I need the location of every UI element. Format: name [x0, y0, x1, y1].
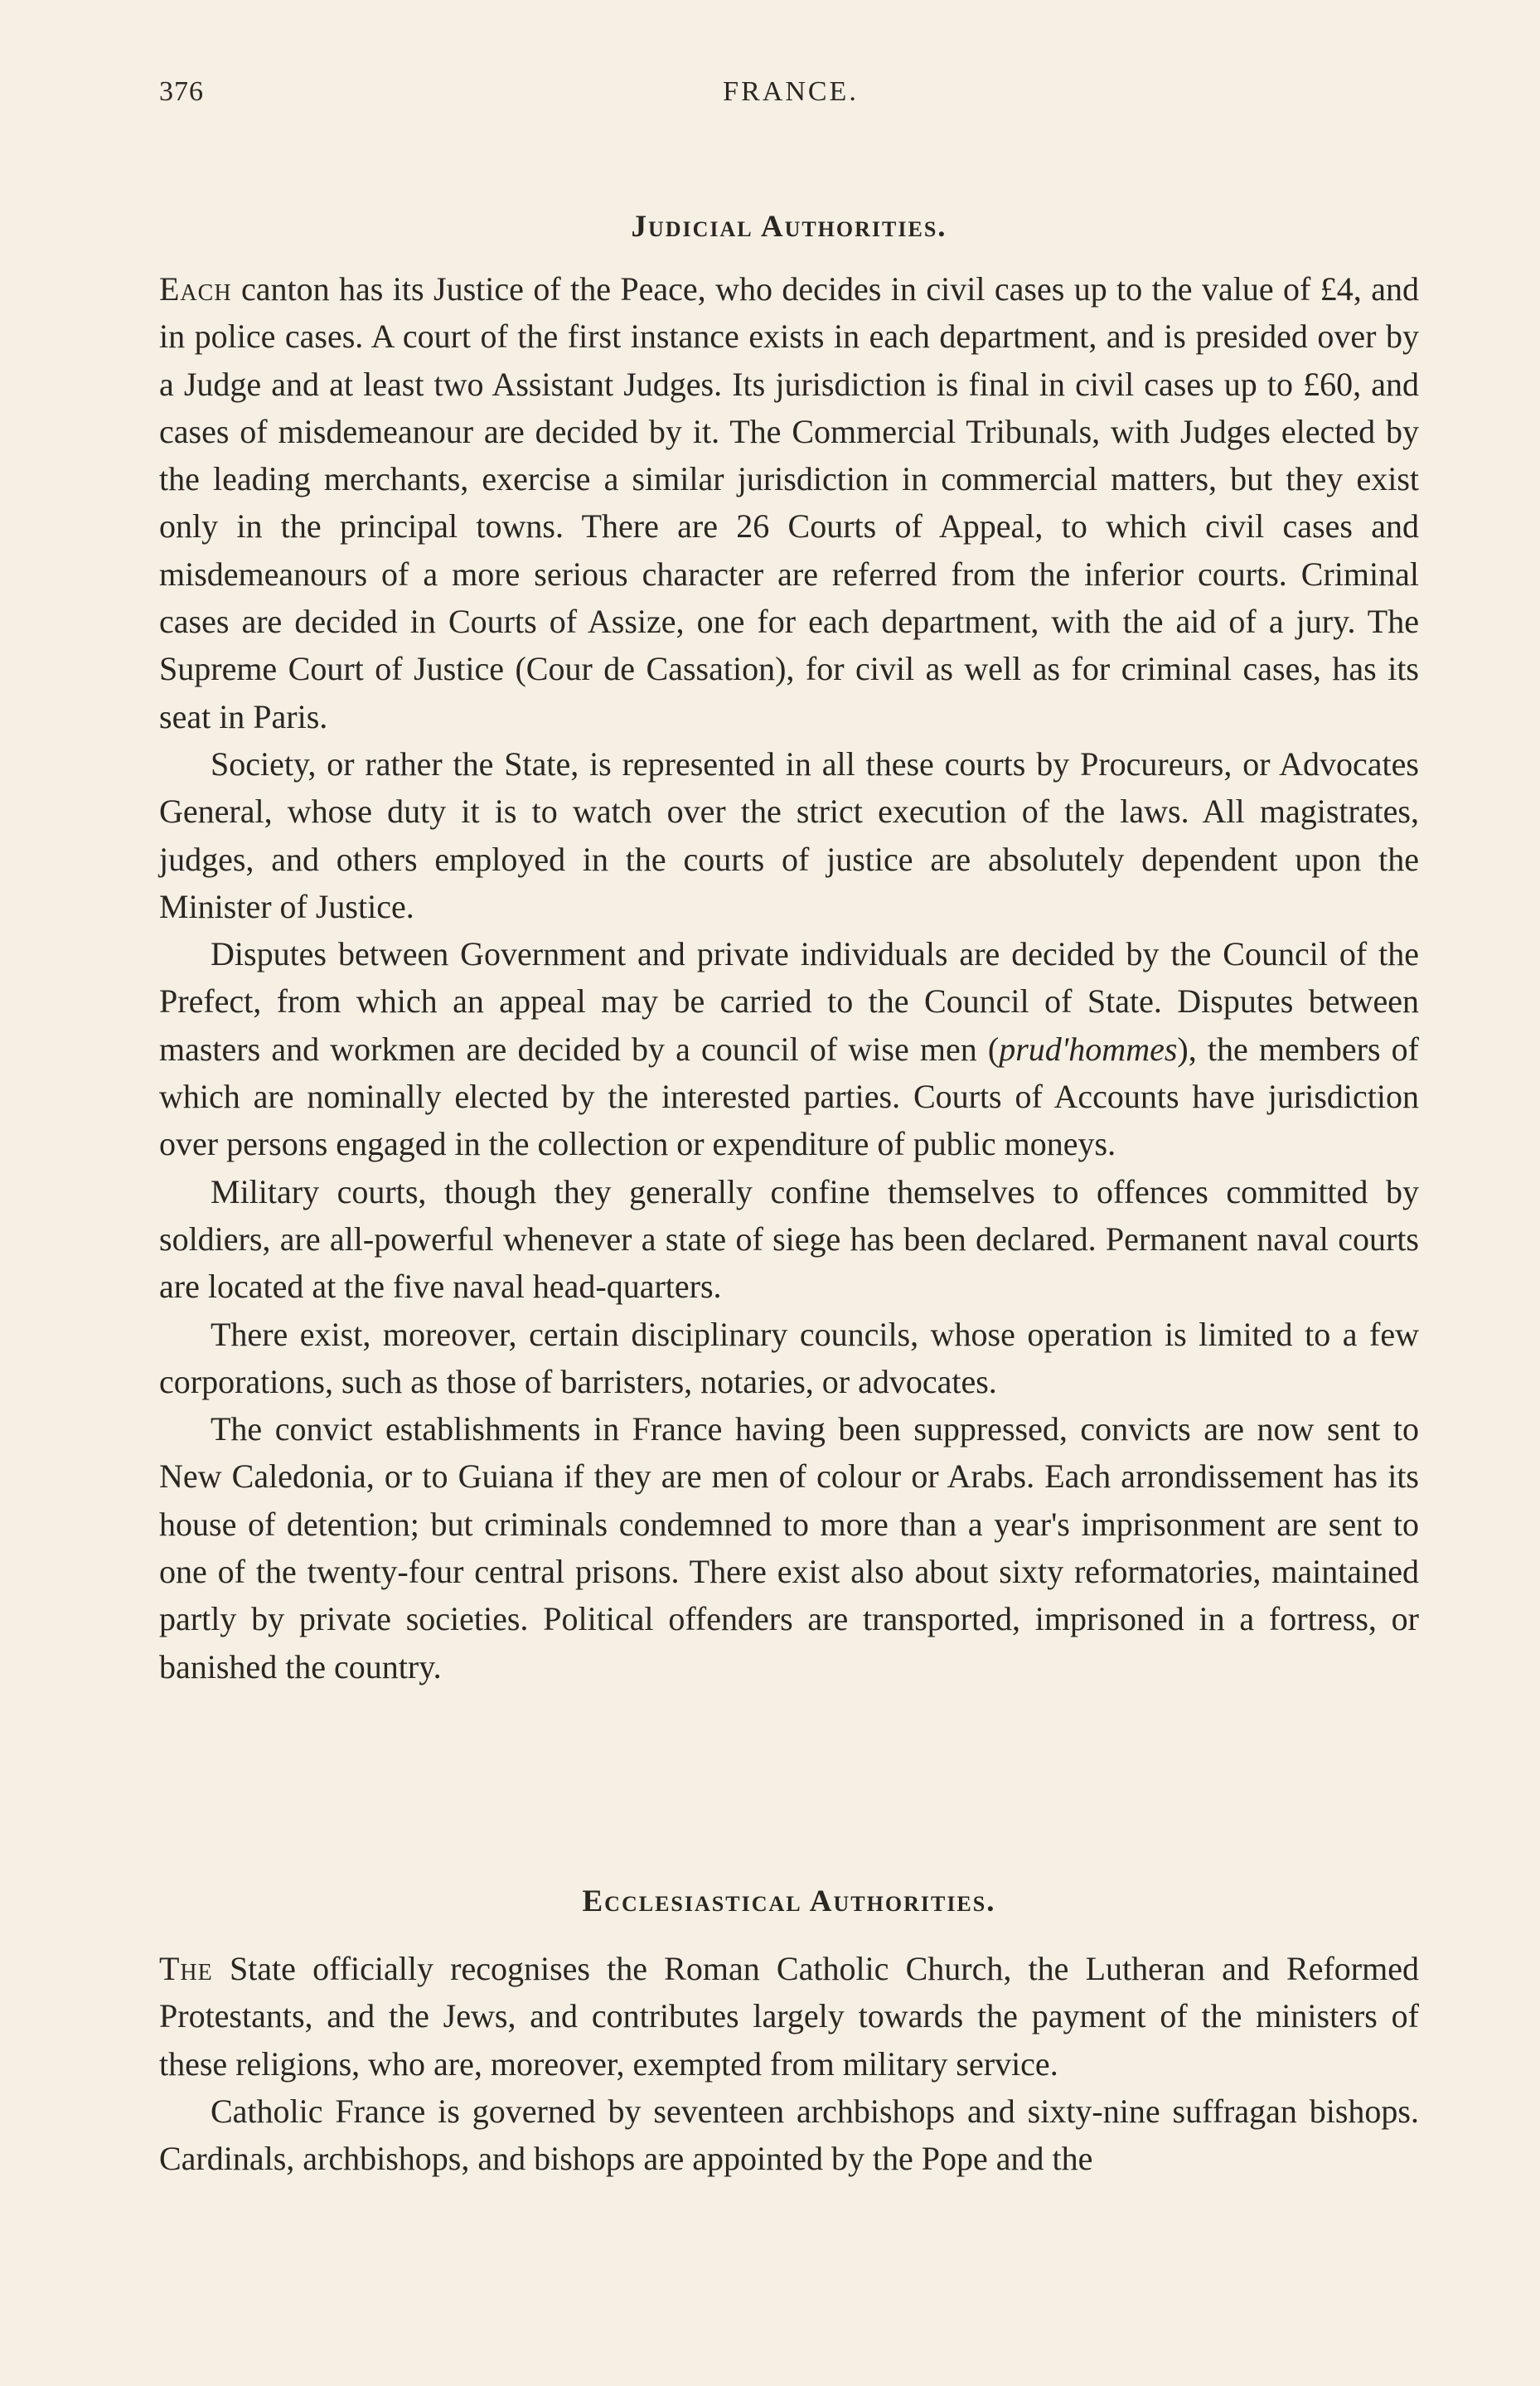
section-judicial-body — [159, 265, 1419, 1690]
paragraph-text: State officially recognises the Roman Catholic Church, the Lutheran and Reformed Protestants, and the Jews, and contributes largely towards the payment of the ministers of these religions, who are, moreover, exempted from military service. — [159, 1950, 1419, 2083]
running-head — [159, 76, 1422, 126]
paragraph-convict-establishments: The convict establishments in France having been suppressed, convicts are now sent to New Caledonia, or to Guiana if they are men of colour or Arabs. Each arrondissement has its house of detention; but criminals condemned to more than a year's imprisonment are sent to one of the twenty-four central prisons. There exist also about sixty reformatories, maintained partly by private societies. Political offenders are transported, imprisoned in a fortress, or banished the country. — [159, 1410, 1419, 1685]
section-ecclesiastical-heading-wrap — [159, 1884, 1419, 1919]
section-heading-ecclesiastical: Ecclesiastical Authorities. — [582, 1884, 996, 1918]
paragraph-lead-word: Each — [159, 270, 232, 308]
paragraph-catholic-france: Catholic France is governed by seventeen archbishops and sixty-nine suffragan bishops. Cardinals, archbishops, and bishops are appointed by the Pope and the — [159, 2092, 1419, 2178]
paragraph-state-religions — [159, 1945, 1419, 2088]
section-heading-judicial: Judicial Authorities. — [631, 210, 947, 244]
paragraph-justice-of-peace — [159, 265, 1419, 740]
paragraph-military-courts: Military courts, though they generally confine themselves to offences committed by soldiers, are all-powerful whenever a state of siege has been declared. Permanent naval courts are located at the five naval head-quarters. — [159, 1172, 1419, 1306]
section-judicial-heading-wrap — [159, 209, 1419, 245]
page-number: 376 — [159, 76, 204, 107]
paragraph-text: Disputes between Government and private individuals are decided by the Council of the Prefect, from which an appeal may be carried to the Council of State. Disputes between masters and workmen are decided by a council of wise men ( — [159, 935, 1419, 1068]
running-title: FRANCE. — [723, 76, 859, 107]
paragraph-lead-word: The — [159, 1950, 213, 1987]
paragraph-text: ), the members of which are nominally elected by the interested parties. Courts of Accounts have jurisdiction over persons engaged in the collection or expenditure of public moneys. — [159, 1030, 1419, 1163]
paragraph-disciplinary-councils: There exist, moreover, certain disciplinary councils, whose operation is limited to a few corporations, such as those of barristers, notaries, or advocates. — [159, 1315, 1419, 1400]
paragraph-text: canton has its Justice of the Peace, who decides in civil cases up to the value of £4, and in police cases. A court of the first instance exists in each department, and is presided over by a Judge and at least two Assistant Judges. Its jurisdiction is final in civil cases up to £60, and cases of misdemeanour are decided by it. The Commercial Tribunals, with Judges elected by the leading merchants, exercise a similar jurisdiction in commercial matters, but they exist only in the principal towns. There are 26 Courts of Appeal, to which civil cases and misdemeanours of a more serious character are referred from the inferior courts. Criminal cases are decided in Courts of Assize, one for each department, with the aid of a jury. The Supreme Court of Justice (Cour de Cassation), for civil as well as for criminal cases, has its seat in Paris. — [159, 270, 1419, 735]
paragraph-procureurs: Society, or rather the State, is represented in all these courts by Procureurs, or Advocates General, whose duty it is to watch over the strict execution of the laws. All magistrates, judges, and others employed in the courts of justice are absolutely dependent upon the Minister of Justice. — [159, 744, 1419, 925]
section-ecclesiastical-body — [159, 1945, 1419, 2182]
paragraph-disputes — [159, 930, 1419, 1167]
italic-term: prud'hommes — [999, 1030, 1178, 1068]
